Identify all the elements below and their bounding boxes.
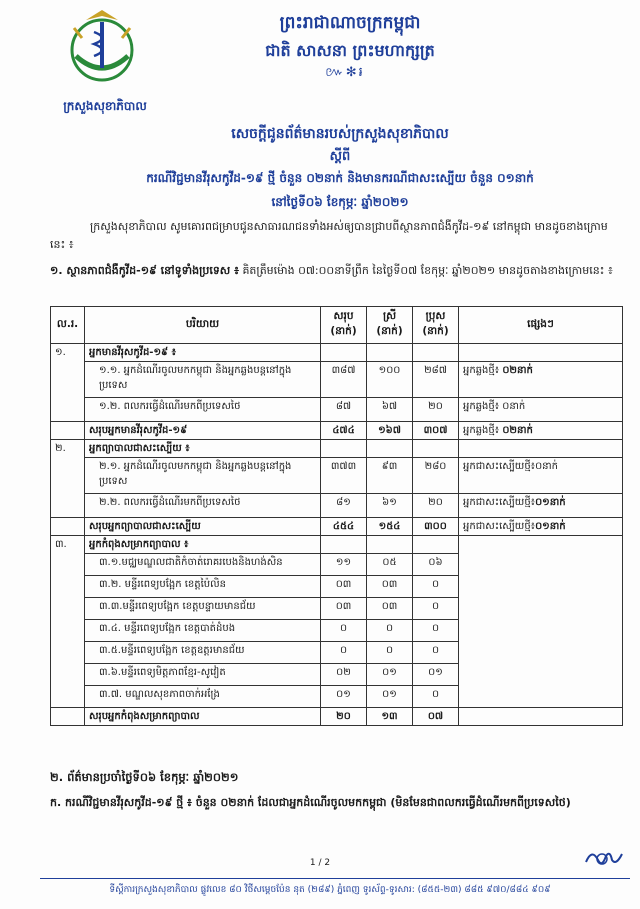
footer-divider (40, 878, 630, 879)
row-female: ៩៣ (367, 458, 413, 494)
summary-desc: សរុបអ្នកព្យាបាលជាសះស្បើយ (85, 518, 321, 536)
row-desc: ៣.៦.មន្ទីរពេទ្យមិត្តភាពខ្មែរ-សូវៀត (85, 664, 321, 686)
row-total: ០៣ (321, 576, 367, 598)
section-1-text: គិតត្រឹមម៉ោង ០៧:០០នាទីព្រឹក នៃថ្ងៃទី០៧ ខែកុម្ភៈ ឆ្នាំ២០២១ មានដូចតាងខាងក្រោមនេះ ៖ (242, 264, 613, 277)
summary-desc: សរុបអ្នកកំពុងសម្រាកព្យាបាល (85, 708, 321, 726)
summary-total: ៤៧៤ (321, 422, 367, 440)
row-female: ០៥ (367, 554, 413, 576)
row-male: ០ (413, 686, 459, 708)
row-total: ០ (321, 620, 367, 642)
page-number: 1 / 2 (309, 858, 331, 868)
row-desc: ២.២. ពលករធ្វើដំណើរមកពីប្រទេសថៃ (85, 494, 321, 518)
row-note: អ្នកឆ្លងថ្មី៖ ០២នាក់ (459, 362, 623, 398)
row-female: ៦៧ (367, 398, 413, 422)
row-desc: ២.១. អ្នកដំណើរចូលមកកម្ពុជា និងអ្នកឆ្លងបន្តនៅក្នុងប្រទេស (85, 458, 321, 494)
footer-address: ទីស្តីការក្រសួងសុខាភិបាល ផ្លូវលេខ ៨០ វិថីសម្តេចប៉ែន នុត (២៨៩) ភ្នំពេញ ទូរស័ព្ទ-ទូរសារ: (៨៥៥-២៣) ៨៨៥ ៩៧០/៨៨៤ ៩០៩ (109, 885, 551, 895)
col-other-header: ផ្សេងៗ (459, 307, 623, 344)
summary-row (51, 708, 623, 726)
row-number: ៣. (51, 536, 85, 708)
table-row (51, 494, 623, 518)
col-male-header: ប្រុស (នាក់) (413, 307, 459, 344)
row-desc: ៣.៣.មន្ទីរពេទ្យបង្អែក ខេត្តបន្ទាយមានជ័យ (85, 598, 321, 620)
kingdom-heading: ព្រះរាជាណាចក្រកម្ពុជា (279, 13, 421, 33)
row-desc: ៣.៧. មណ្ឌលសុខភាពចាក់អង្រែ (85, 686, 321, 708)
row-total: ៨៧ (321, 398, 367, 422)
summary-male: ៣០៧ (413, 422, 459, 440)
subject-line: ករណីវិជ្ជមានវីរុសកូវីដ-១៩ ថ្មី ចំនួន ០២នាក់ និងមានករណីជាសះស្បើយ ចំនួន ០១នាក់ (146, 171, 534, 185)
signature-mark-icon (582, 846, 626, 870)
row-total: ៣៨៧ (321, 362, 367, 398)
row-total: ៨១ (321, 494, 367, 518)
row-desc: ១.១. អ្នកដំណើរចូលមកកម្ពុជា និងអ្នកឆ្លងបន្តនៅក្នុងប្រទេស (85, 362, 321, 398)
row-female: ០១ (367, 664, 413, 686)
summary-female: ១៣ (367, 708, 413, 726)
row-female: ០ (367, 620, 413, 642)
row-female: ០ (367, 642, 413, 664)
row-female: ០៣ (367, 576, 413, 598)
summary-total: ២០ (321, 708, 367, 726)
group-title: អ្នកមានវីរុសកូវីដ-១៩ ៖ (85, 344, 321, 362)
row-desc: ៣.២. មន្ទីរពេទ្យបង្អែក ខេត្តប៉ៃលិន (85, 576, 321, 598)
row-note: អ្នកជាសះស្បើយថ្មី៖០១នាក់ (459, 494, 623, 518)
section-1 (50, 262, 622, 280)
row-female: ៦១ (367, 494, 413, 518)
table-header-row (51, 307, 623, 344)
section-2-heading: ២. ព័ត៌មានប្រចាំថ្ងៃទី០៦ ខែកុម្ភៈ ឆ្នាំ២០២១ (50, 770, 239, 784)
row-male: ២០ (413, 398, 459, 422)
col-no-header: ល.រ. (51, 307, 85, 344)
group-title: អ្នកព្យាបាលជាសះស្បើយ ៖ (85, 440, 321, 458)
col-desc-header: បរិយាយ (85, 307, 321, 344)
row-female: ០១ (367, 686, 413, 708)
row-total: ០១ (321, 686, 367, 708)
table-row (51, 458, 623, 494)
document-title: សេចក្តីជូនព័ត៌មានរបស់ក្រសួងសុខាភិបាល (231, 126, 449, 142)
row-male: ២៨៧ (413, 362, 459, 398)
summary-note: អ្នកឆ្លងថ្មី៖ ០២នាក់ (459, 422, 623, 440)
row-total: ០ (321, 642, 367, 664)
table-row (51, 440, 623, 458)
group-title: អ្នកកំពុងសម្រាកព្យាបាល ៖ (85, 536, 321, 554)
table-row (51, 536, 623, 554)
ornament-divider: ៚✻៛ (325, 65, 365, 80)
intro-paragraph (50, 218, 622, 254)
row-male: ០១ (413, 664, 459, 686)
row-total: ០៣ (321, 598, 367, 620)
row-male: ០ (413, 576, 459, 598)
date-line: នៅថ្ងៃទី០៦ ខែកុម្ភៈ ឆ្នាំ២០២១ (271, 195, 409, 209)
row-male: ២៨០ (413, 458, 459, 494)
summary-row (51, 422, 623, 440)
subject-label: ស្តីពី (329, 149, 351, 164)
row-desc: ៣.៥.មន្ទីរពេទ្យបង្អែក ខេត្តឧត្តរមានជ័យ (85, 642, 321, 664)
table-row (51, 398, 623, 422)
summary-female: ១៥៤ (367, 518, 413, 536)
row-male: ២០ (413, 494, 459, 518)
motto-heading: ជាតិ សាសនា ព្រះមហាក្សត្រ (265, 41, 435, 60)
row-note: អ្នកឆ្លងថ្មី៖ ០នាក់ (459, 398, 623, 422)
summary-female: ១៦៧ (367, 422, 413, 440)
summary-male: ៣០០ (413, 518, 459, 536)
row-total: ៣៧៣ (321, 458, 367, 494)
section-1-heading: ១. ស្ថានភាពជំងឺកូវីដ-១៩ នៅទូទាំងប្រទេស ៖ (50, 264, 239, 277)
row-number: ២. (51, 440, 85, 518)
intro-text: ក្រសួងសុខាភិបាល សូមគោរពជម្រាបជូនសាធារណជនទាំងអស់ឲ្យបានជ្រាបពីស្ថានភាពជំងឺកូវីដ-១៩ នៅកម្ពុជា មានដូចខាងក្រោមនេះ ៖ (50, 220, 608, 251)
row-note: អ្នកជាសះស្បើយថ្មី៖០នាក់ (459, 458, 623, 494)
row-number: ១. (51, 344, 85, 422)
summary-desc: សរុបអ្នកមានវីរុសកូវីដ-១៩ (85, 422, 321, 440)
row-male: ០៦ (413, 554, 459, 576)
summary-male: ០៧ (413, 708, 459, 726)
table-row (51, 362, 623, 398)
col-female-header: ស្រី (នាក់) (367, 307, 413, 344)
col-total-header: សរុប (នាក់) (321, 307, 367, 344)
row-desc: ៣.១.មជ្ឈមណ្ឌលជាតិកំចាត់រោគរបេងនិងហង់សិន (85, 554, 321, 576)
row-female: ១០០ (367, 362, 413, 398)
section-2-item-a: ក. ករណីវិជ្ជមានវីរុសកូវីដ-១៩ ថ្មី ៖ ចំនួន ០២នាក់ ដែលជាអ្នកដំណើរចូលមកកម្ពុជា (មិនមែនជាពលករធ្វើដំណើរមកពីប្រទេសថៃ) (50, 796, 571, 809)
row-male: ០ (413, 642, 459, 664)
row-desc: ១.២. ពលករធ្វើដំណើរមកពីប្រទេសថៃ (85, 398, 321, 422)
row-desc: ៣.៤. មន្ទីរពេទ្យបង្អែក ខេត្តបាត់ដំបង (85, 620, 321, 642)
table-row (51, 344, 623, 362)
summary-note: អ្នកជាសះស្បើយថ្មី៖០១នាក់ (459, 518, 623, 536)
ministry-of-health-emblem-icon (64, 8, 140, 88)
row-total: ០២ (321, 664, 367, 686)
summary-row (51, 518, 623, 536)
row-total: ១១ (321, 554, 367, 576)
covid-status-table (50, 306, 623, 726)
row-female: ០៣ (367, 598, 413, 620)
row-male: ០ (413, 598, 459, 620)
summary-total: ៤៥៤ (321, 518, 367, 536)
ministry-name: ក្រសួងសុខាភិបាល (63, 99, 147, 113)
row-male: ០ (413, 620, 459, 642)
